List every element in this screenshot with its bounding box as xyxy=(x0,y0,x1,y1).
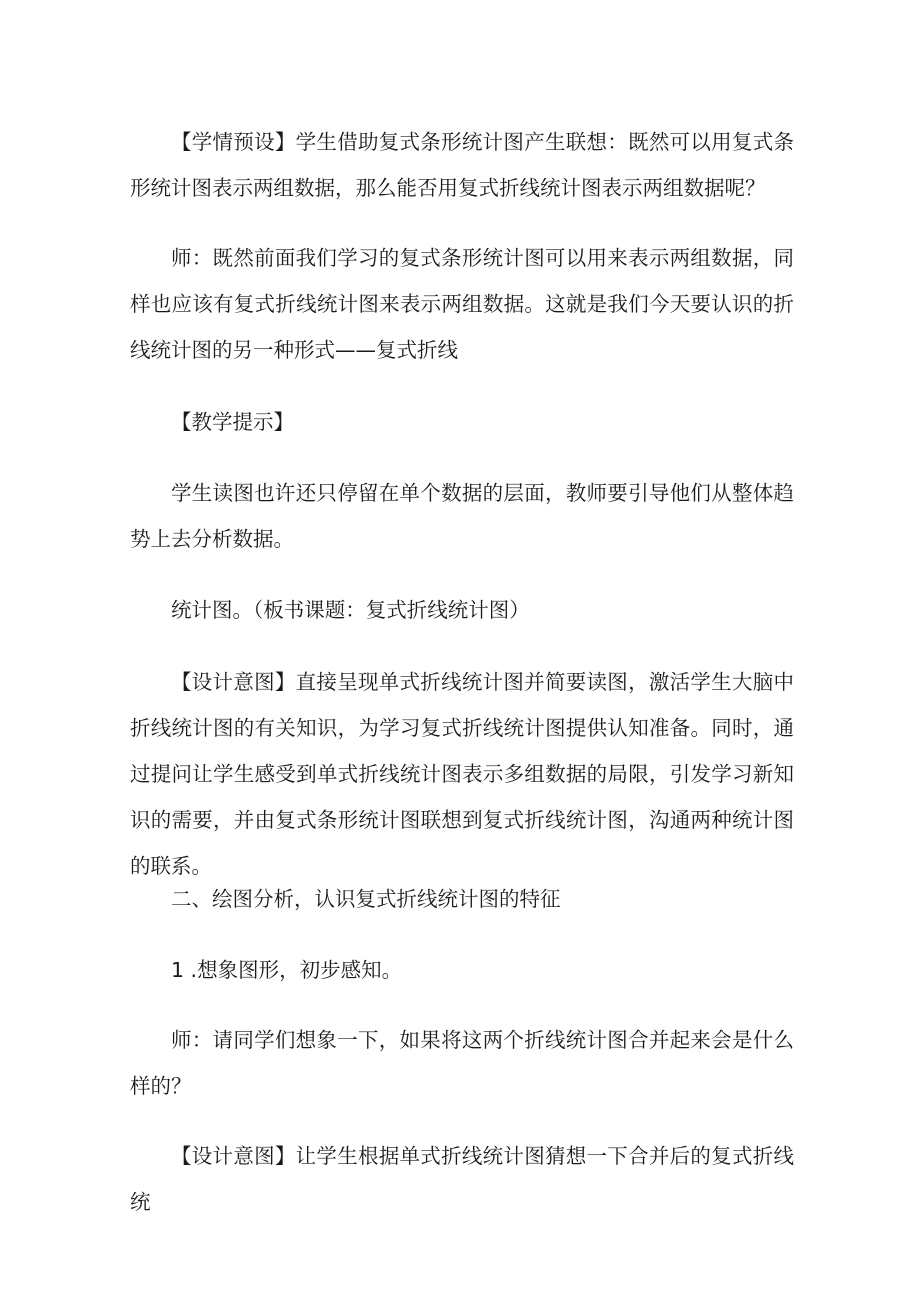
section-heading-two: 二、绘图分析，认识复式折线统计图的特征 xyxy=(171,887,561,911)
paragraph-lesson-title: 统计图。（板书课题：复式折线统计图） xyxy=(171,598,530,622)
paragraph-teaching-tip: 学生读图也许还只停留在单个数据的层面，教师要引导他们从整体趋势上去分析数据。 xyxy=(130,481,794,551)
paragraph-learning-prediction: 【学情预设】学生借助复式条形统计图产生联想：既然可以用复式条形统计图表示两组数据，那么能否用复式折线统计图表示两组数据呢？ xyxy=(130,130,794,200)
paragraph-teaching-tip-heading: 【教学提示】 xyxy=(171,410,294,434)
paragraph-teacher-question: 师：请同学们想象一下，如果将这两个折线统计图合并起来会是什么样的？ xyxy=(130,1028,794,1098)
paragraph-teacher-intro: 师：既然前面我们学习的复式条形统计图可以用来表示两组数据，同样也应该有复式折线统计图来表示两组数据。这就是我们今天要认识的折线统计图的另一种形式——复式折线 xyxy=(130,246,794,362)
paragraph-design-intent-1: 【设计意图】直接呈现单式折线统计图并简要读图，激活学生大脑中折线统计图的有关知识，为学习复式折线统计图提供认知准备。同时，通过提问让学生感受到单式折线统计图表示多组数据的局限，引发学习新知识的需要，并由复式条形统计图联想到复式折线统计图，沟通两种统计图的联系。 xyxy=(130,670,794,878)
paragraph-step-one: 1 .想象图形，初步感知。 xyxy=(171,958,403,982)
paragraph-design-intent-2: 【设计意图】让学生根据单式折线统计图猜想一下合并后的复式折线统 xyxy=(130,1144,794,1214)
